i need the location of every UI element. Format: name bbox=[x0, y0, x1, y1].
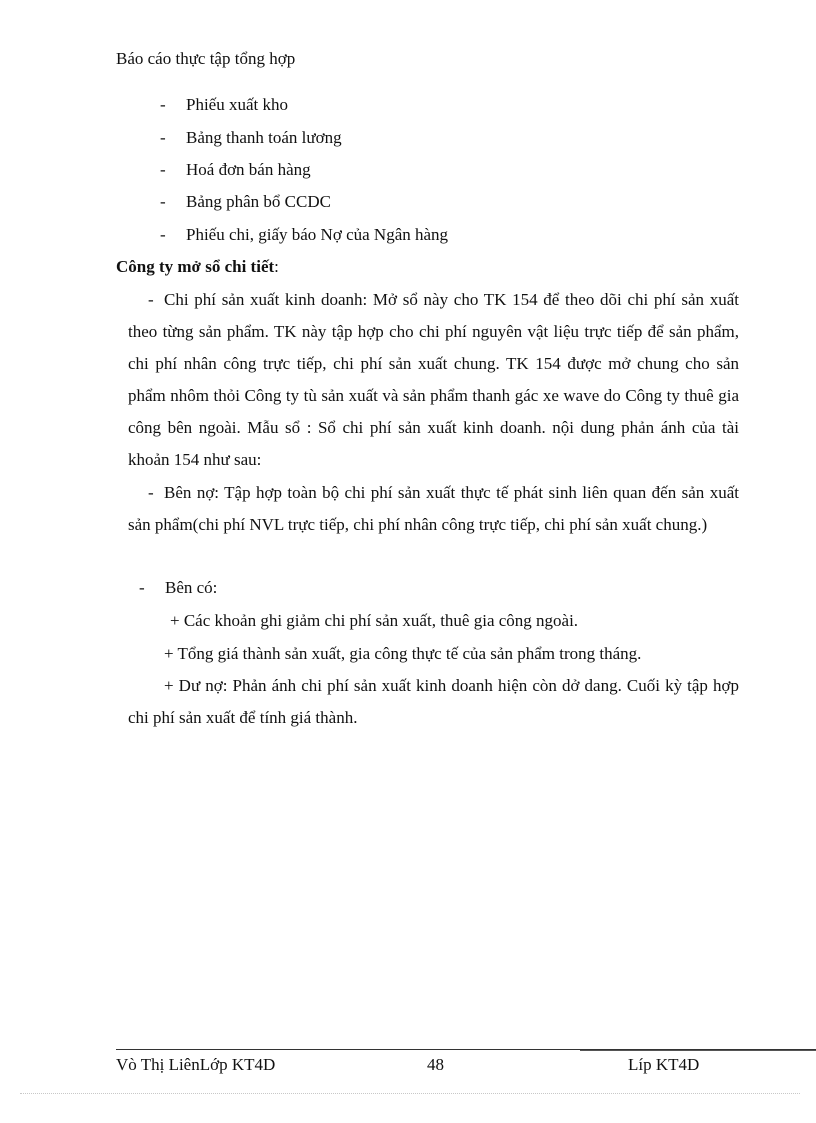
list-item-text: Hoá đơn bán hàng bbox=[186, 160, 311, 179]
bullet-dash: - bbox=[148, 483, 154, 502]
paragraph-debit-side bbox=[128, 477, 739, 541]
bullet-dash: - bbox=[160, 95, 166, 114]
footer-rule-right bbox=[580, 1050, 816, 1051]
list-item bbox=[160, 128, 342, 148]
section-heading-text: Công ty mở sổ chi tiết bbox=[116, 257, 275, 276]
credit-side-text: Bên có: bbox=[165, 578, 218, 597]
list-item-text: Phiếu chi, giấy báo Nợ của Ngân hàng bbox=[186, 225, 449, 244]
paragraph-cost-ledger bbox=[128, 284, 739, 476]
credit-item-3: + Dư nợ: Phản ánh chi phí sản xuất kinh doanh hiện còn dở dang. Cuối kỳ tập hợp chi phí sản xuất để tính giá thành. bbox=[128, 676, 739, 727]
list-item bbox=[160, 160, 311, 180]
list-item bbox=[160, 192, 331, 212]
paragraph-text: Bên nợ: Tập hợp toàn bộ chi phí sản xuất thực tế phát sinh liên quan đến sản xuất sản phẩm(chi phí NVL trực tiếp, chi phí nhân công trực tiếp, chi phí sản xuất chung.) bbox=[128, 483, 739, 534]
bullet-dash: - bbox=[148, 290, 154, 309]
credit-side-label bbox=[139, 578, 217, 598]
credit-item-2: + Tổng giá thành sản xuất, gia công thực tế của sản phẩm trong tháng. bbox=[164, 644, 642, 663]
bullet-dash: - bbox=[160, 128, 166, 147]
page-number: 48 bbox=[427, 1055, 444, 1074]
footer-author: Vò Thị LiênLớp KT4D bbox=[116, 1055, 276, 1074]
bullet-dash: - bbox=[160, 160, 166, 179]
page-header: Báo cáo thực tập tổng hợp bbox=[116, 49, 296, 68]
section-heading-colon: : bbox=[274, 257, 279, 276]
paragraph-text: Chi phí sản xuất kinh doanh: Mở sổ này cho TK 154 để theo dõi chi phí sản xuất theo từng sản phẩm. TK này tập hợp cho chi phí nguyên vật liệu trực tiếp để sản phẩm, chi phí nhân công trực tiếp, chi phí sản xuất chung. TK 154 được mở chung cho sản phẩm nhôm thỏi Công ty tù sản xuất và sản phẩm thanh gác xe wave do Công ty thuê gia công bên ngoài. Mẫu sổ : Sổ chi phí sản xuất kinh doanh. nội dung phản ánh của tài khoản 154 như sau: bbox=[128, 290, 739, 469]
list-item-text: Bảng thanh toán lương bbox=[186, 128, 342, 147]
bullet-dash: - bbox=[160, 192, 166, 211]
list-item bbox=[160, 95, 288, 115]
section-heading bbox=[116, 257, 279, 277]
list-item-text: Phiếu xuất kho bbox=[186, 95, 288, 114]
footer-class: Líp KT4D bbox=[628, 1055, 700, 1074]
bullet-dash: - bbox=[139, 578, 145, 597]
list-item bbox=[160, 225, 448, 245]
bullet-dash: - bbox=[160, 225, 166, 244]
page-bottom-dots bbox=[20, 1093, 800, 1094]
list-item-text: Bảng phân bổ CCDC bbox=[186, 192, 331, 211]
credit-item-1: + Các khoản ghi giảm chi phí sản xuất, thuê gia công ngoài. bbox=[170, 611, 579, 630]
